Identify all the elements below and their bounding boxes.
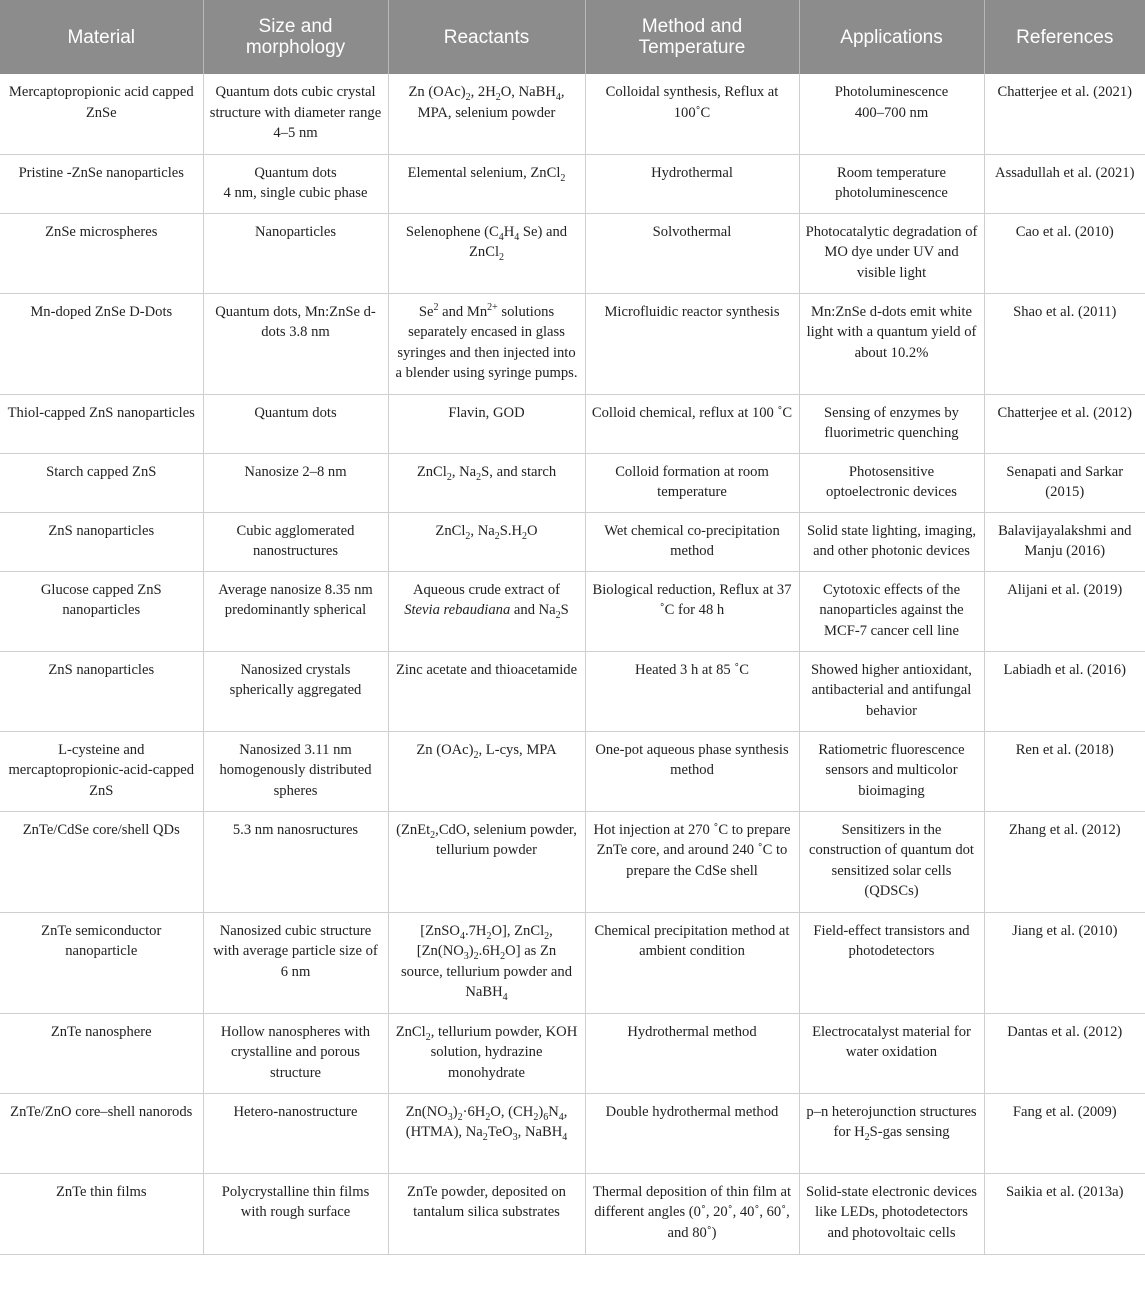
cell-material: ZnSe microspheres <box>0 213 203 293</box>
cell-applications: Photocatalytic degradation of MO dye under UV and visible light <box>799 213 984 293</box>
cell-material: ZnTe/CdSe core/shell QDs <box>0 811 203 912</box>
cell-method-temperature: One-pot aqueous phase synthesis method <box>585 731 799 811</box>
cell-material: Mercaptopropionic acid capped ZnSe <box>0 74 203 154</box>
cell-method-temperature: Wet chemical co-precipitation method <box>585 512 799 571</box>
table-row <box>0 811 1145 912</box>
cell-reactants: Zn $(OAc)_2$, $2H_2O$, NaBH$_4$, MPA, selenium powder <box>388 74 585 154</box>
cell-reference: Cao et al. (2010) <box>984 213 1145 293</box>
header-applications: Applications <box>799 0 984 74</box>
cell-size-morphology: Nanosized cubic structure with average particle size of 6 nm <box>203 912 388 1013</box>
table-row <box>0 394 1145 453</box>
cell-size-morphology: Average nanosize 8.35 nm predominantly spherical <box>203 571 388 651</box>
cell-material: ZnTe thin films <box>0 1173 203 1254</box>
table-row <box>0 651 1145 731</box>
cell-reactants: Flavin, GOD <box>388 394 585 453</box>
cell-size-morphology: Polycrystalline thin films with rough surface <box>203 1173 388 1254</box>
table-row <box>0 1093 1145 1173</box>
header-material: Material <box>0 0 203 74</box>
cell-method-temperature: Chemical precipitation method at ambient condition <box>585 912 799 1013</box>
cell-reference: Jiang et al. (2010) <box>984 912 1145 1013</box>
cell-applications: Cytotoxic effects of the nanoparticles against the MCF-7 cancer cell line <box>799 571 984 651</box>
cell-reactants: Zinc acetate and thioacetamide <box>388 651 585 731</box>
cell-applications: p–n heterojunction structures for $H_2S$-gas sensing <box>799 1093 984 1173</box>
cell-material: ZnTe semiconductor nanoparticle <box>0 912 203 1013</box>
cell-reference: Alijani et al. (2019) <box>984 571 1145 651</box>
cell-reactants: Se$^2$ and $Mn^{2+}$ solutions separately encased in glass syringes and then injected into a blender using syringe pumps. <box>388 293 585 394</box>
header-references: References <box>984 0 1145 74</box>
cell-applications: Sensitizers in the construction of quantum dot sensitized solar cells (QDSCs) <box>799 811 984 912</box>
cell-method-temperature: Solvothermal <box>585 213 799 293</box>
cell-applications: Showed higher antioxidant, antibacterial and antifungal behavior <box>799 651 984 731</box>
cell-applications: Sensing of enzymes by fluorimetric quenching <box>799 394 984 453</box>
table-row <box>0 74 1145 154</box>
cell-applications: Ratiometric fluorescence sensors and multicolor bioimaging <box>799 731 984 811</box>
cell-size-morphology: Nanosized 3.11 nm homogenously distributed spheres <box>203 731 388 811</box>
cell-method-temperature: Microfluidic reactor synthesis <box>585 293 799 394</box>
cell-size-morphology: 5.3 nm nanosructures <box>203 811 388 912</box>
table-row <box>0 1013 1145 1093</box>
cell-reference: Saikia et al. (2013a) <box>984 1173 1145 1254</box>
cell-reactants: ZnTe powder, deposited on tantalum silica substrates <box>388 1173 585 1254</box>
cell-material: ZnS nanoparticles <box>0 651 203 731</box>
cell-reactants: (ZnEt$_2$,CdO, selenium powder, tellurium powder <box>388 811 585 912</box>
cell-size-morphology: Nanoparticles <box>203 213 388 293</box>
table-body <box>0 74 1145 1254</box>
table-row <box>0 1173 1145 1254</box>
cell-reference: Fang et al. (2009) <box>984 1093 1145 1173</box>
table-row <box>0 571 1145 651</box>
cell-applications: Solid-state electronic devices like LEDs, photodetectors and photovoltaic cells <box>799 1173 984 1254</box>
cell-reference: Ren et al. (2018) <box>984 731 1145 811</box>
cell-size-morphology: Cubic agglomerated nanostructures <box>203 512 388 571</box>
cell-method-temperature: Thermal deposition of thin film at different angles (0˚, 20˚, 40˚, 60˚, and 80˚) <box>585 1173 799 1254</box>
table-row <box>0 293 1145 394</box>
cell-size-morphology: Quantum dots 4 nm, single cubic phase <box>203 154 388 213</box>
cell-material: ZnTe/ZnO core–shell nanorods <box>0 1093 203 1173</box>
cell-reactants: ZnCl$_2$, tellurium powder, KOH solution, hydrazine monohydrate <box>388 1013 585 1093</box>
cell-reactants: Zn $(OAc)_2$, L-cys, MPA <box>388 731 585 811</box>
cell-size-morphology: Hetero-nanostructure <box>203 1093 388 1173</box>
cell-reactants: Selenophene ($C_4H_4$ Se) and ZnCl$_2$ <box>388 213 585 293</box>
cell-method-temperature: Hot injection at 270 ˚C to prepare ZnTe core, and around 240 ˚C to prepare the CdSe shell <box>585 811 799 912</box>
cell-material: Glucose capped ZnS nanoparticles <box>0 571 203 651</box>
cell-reference: Assadullah et al. (2021) <box>984 154 1145 213</box>
table-row <box>0 453 1145 512</box>
cell-method-temperature: Colloid formation at room temperature <box>585 453 799 512</box>
table-row <box>0 731 1145 811</box>
cell-reactants: ZnCl$_2$, $Na_2S$, and starch <box>388 453 585 512</box>
cell-reactants: $[ZnSO_4.7H_2O]$, ZnCl$_2$, $[Zn(NO_3)_2.6H_2O]$ as Zn source, tellurium powder and NaBH$_4$ <box>388 912 585 1013</box>
table-row <box>0 512 1145 571</box>
header-row <box>0 0 1145 74</box>
cell-applications: Field-effect transistors and photodetectors <box>799 912 984 1013</box>
cell-material: Thiol-capped ZnS nanoparticles <box>0 394 203 453</box>
cell-method-temperature: Colloidal synthesis, Reflux at 100˚C <box>585 74 799 154</box>
cell-reference: Chatterjee et al. (2021) <box>984 74 1145 154</box>
cell-size-morphology: Quantum dots, Mn:ZnSe d-dots 3.8 nm <box>203 293 388 394</box>
cell-size-morphology: Nanosize 2–8 nm <box>203 453 388 512</box>
cell-reactants: ZnCl$_2$, $Na_2S.H_2O$ <box>388 512 585 571</box>
cell-reactants: Aqueous crude extract of Stevia rebaudiana and $Na_2S$ <box>388 571 585 651</box>
header-method-temperature: Method and Temperature <box>585 0 799 74</box>
cell-material: L-cysteine and mercaptopropionic-acid-capped ZnS <box>0 731 203 811</box>
cell-method-temperature: Hydrothermal <box>585 154 799 213</box>
cell-material: ZnTe nanosphere <box>0 1013 203 1093</box>
cell-size-morphology: Quantum dots cubic crystal structure with diameter range 4–5 nm <box>203 74 388 154</box>
table-row <box>0 154 1145 213</box>
header-size-morphology: Size and morphology <box>203 0 388 74</box>
cell-reference: Balavijayalakshmi and Manju (2016) <box>984 512 1145 571</box>
cell-reference: Labiadh et al. (2016) <box>984 651 1145 731</box>
cell-applications: Photoluminescence 400–700 nm <box>799 74 984 154</box>
cell-material: ZnS nanoparticles <box>0 512 203 571</box>
header-reactants: Reactants <box>388 0 585 74</box>
cell-reference: Shao et al. (2011) <box>984 293 1145 394</box>
cell-material: Pristine -ZnSe nanoparticles <box>0 154 203 213</box>
cell-size-morphology: Quantum dots <box>203 394 388 453</box>
cell-applications: Mn:ZnSe d-dots emit white light with a quantum yield of about 10.2% <box>799 293 984 394</box>
cell-method-temperature: Biological reduction, Reflux at 37 ˚C for 48 h <box>585 571 799 651</box>
table-row <box>0 912 1145 1013</box>
cell-size-morphology: Hollow nanospheres with crystalline and porous structure <box>203 1013 388 1093</box>
cell-material: Starch capped ZnS <box>0 453 203 512</box>
table-row <box>0 213 1145 293</box>
cell-applications: Room temperature photoluminescence <box>799 154 984 213</box>
cell-applications: Solid state lighting, imaging, and other photonic devices <box>799 512 984 571</box>
cell-method-temperature: Hydrothermal method <box>585 1013 799 1093</box>
cell-material: Mn-doped ZnSe D-Dots <box>0 293 203 394</box>
cell-reactants: $Zn(NO_3)_2\cdot 6H_2O$, $(CH_2)_6N_4$, (HTMA), $Na_2TeO_3$, NaBH$_4$ <box>388 1093 585 1173</box>
cell-reactants: Elemental selenium, ZnCl$_2$ <box>388 154 585 213</box>
cell-reference: Dantas et al. (2012) <box>984 1013 1145 1093</box>
cell-method-temperature: Heated 3 h at 85 ˚C <box>585 651 799 731</box>
cell-method-temperature: Colloid chemical, reflux at 100 ˚C <box>585 394 799 453</box>
cell-applications: Photosensitive optoelectronic devices <box>799 453 984 512</box>
cell-size-morphology: Nanosized crystals spherically aggregated <box>203 651 388 731</box>
cell-reference: Chatterjee et al. (2012) <box>984 394 1145 453</box>
cell-reference: Senapati and Sarkar (2015) <box>984 453 1145 512</box>
cell-method-temperature: Double hydrothermal method <box>585 1093 799 1173</box>
cell-reference: Zhang et al. (2012) <box>984 811 1145 912</box>
cell-applications: Electrocatalyst material for water oxidation <box>799 1013 984 1093</box>
